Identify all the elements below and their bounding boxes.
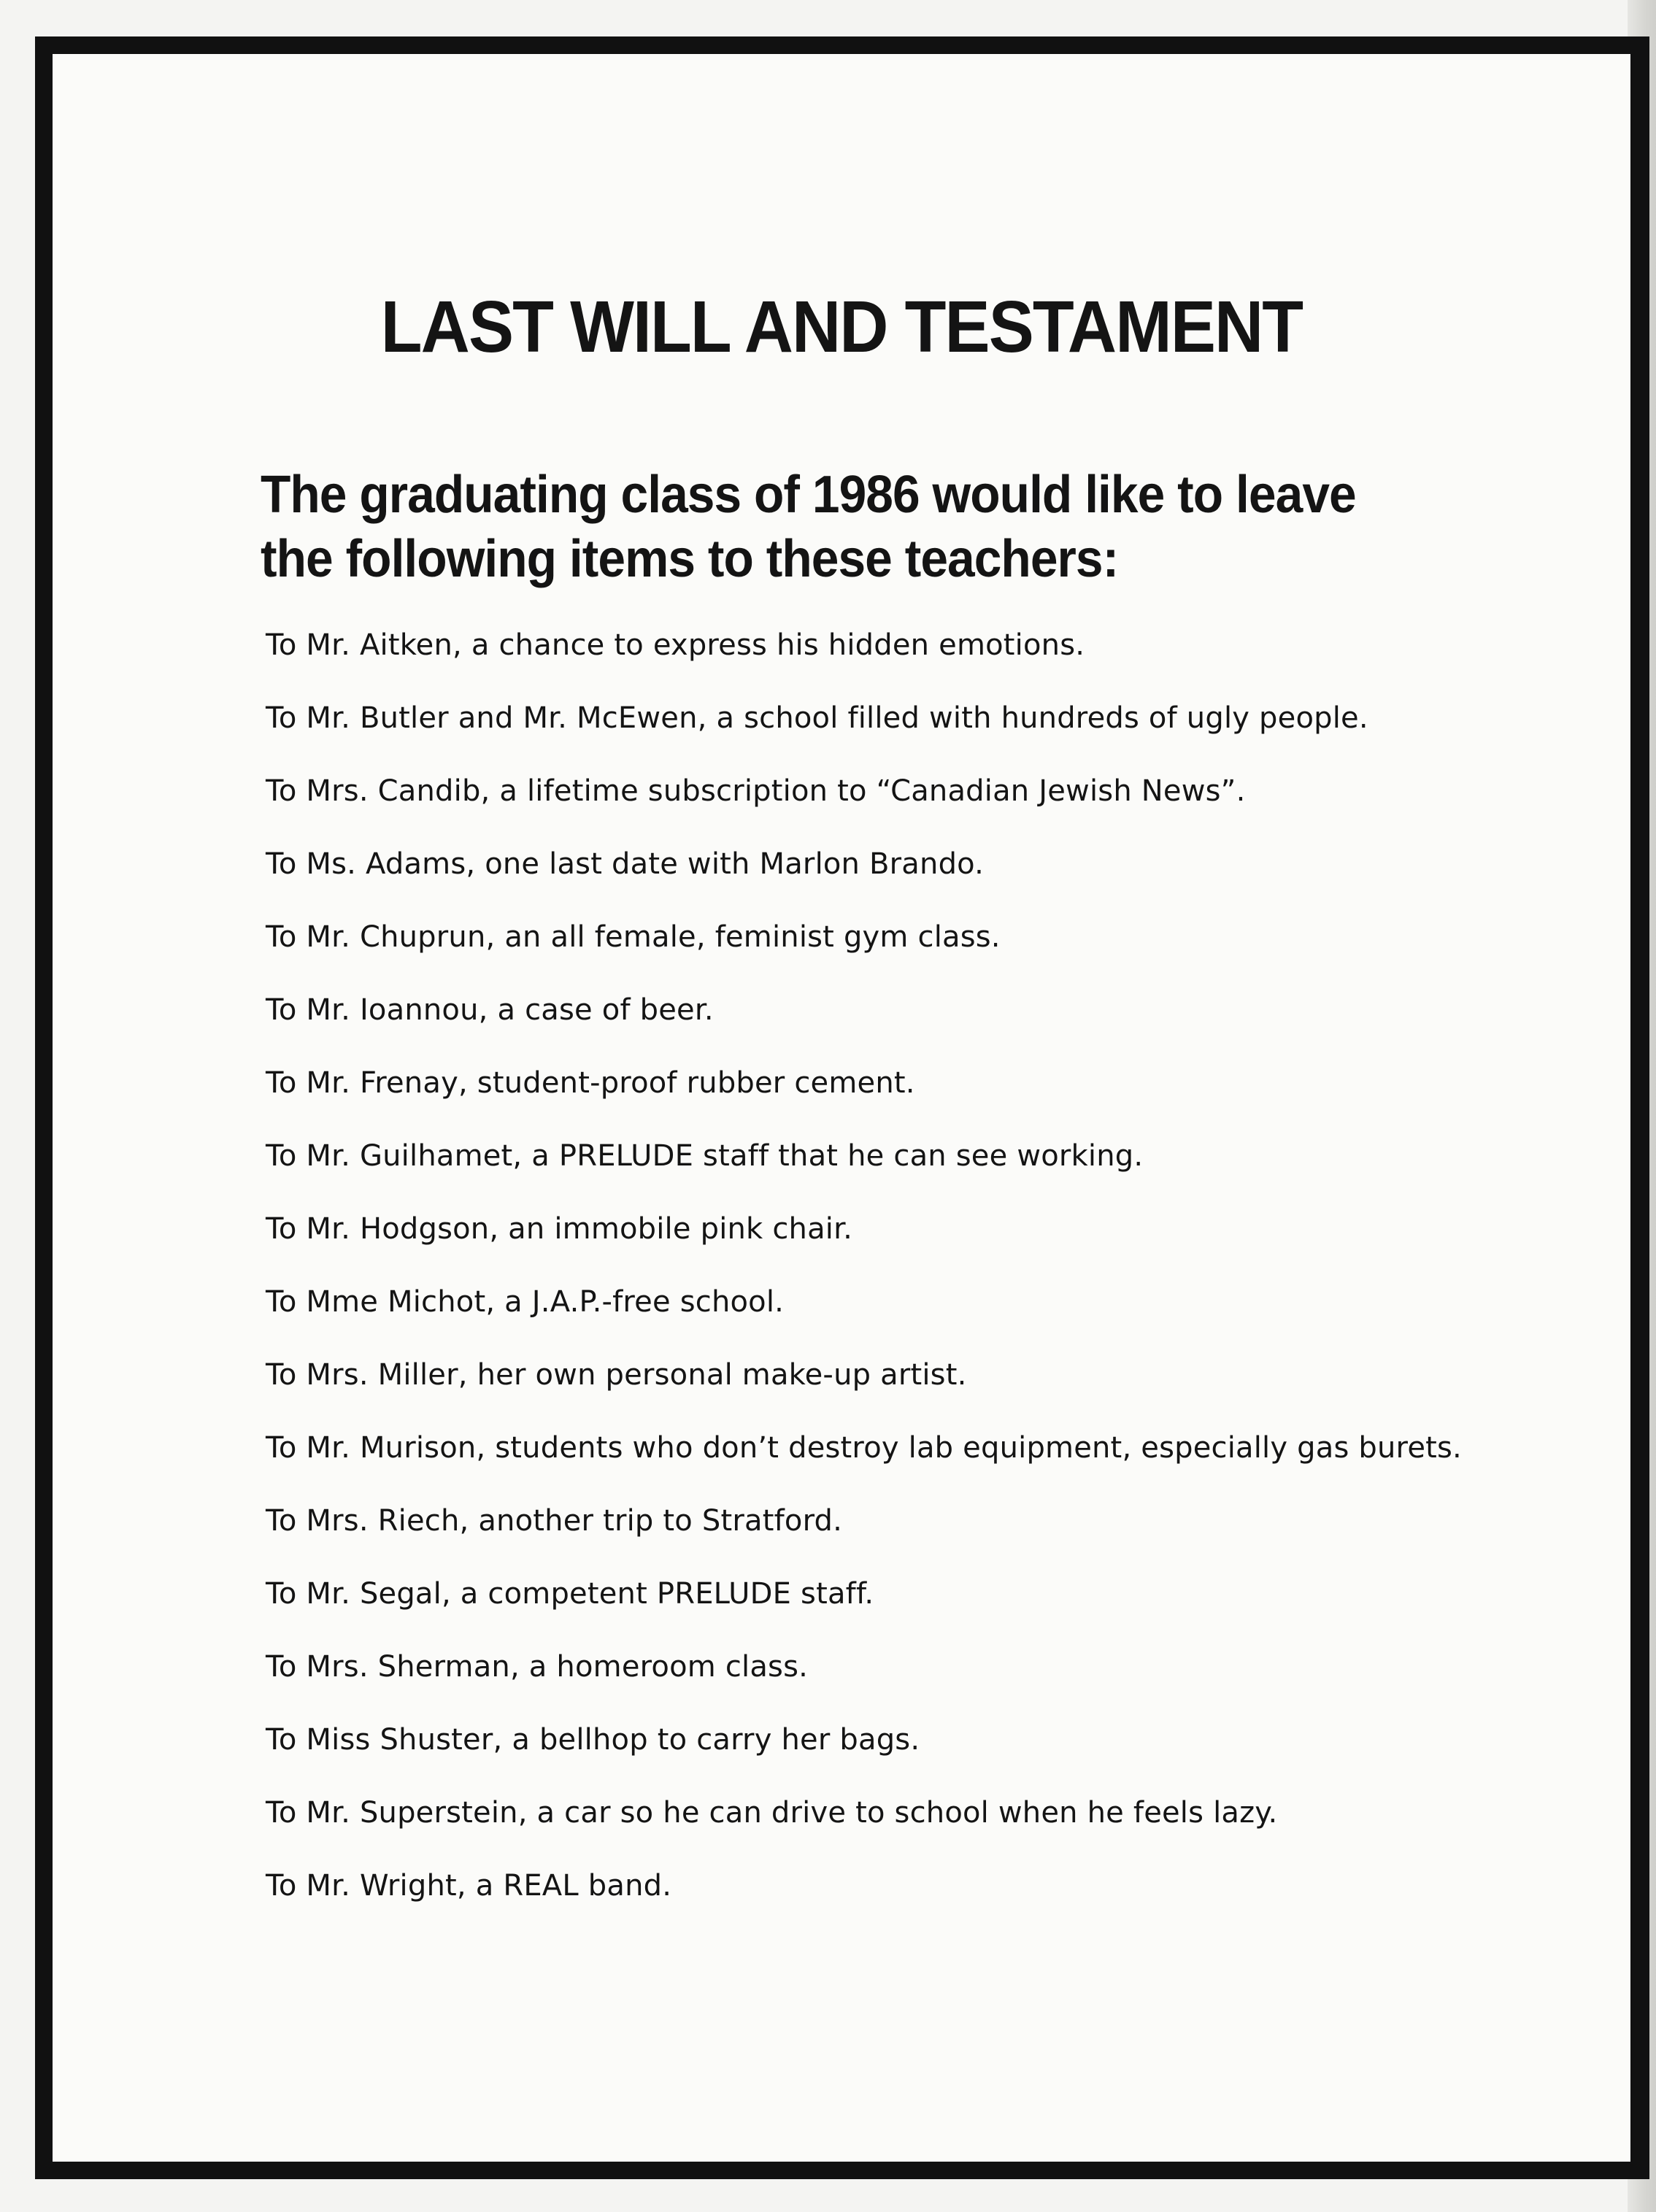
list-item: To Mrs. Candib, a lifetime subscription to “Canadian Jewish News”. xyxy=(266,774,1246,808)
list-item: To Mr. Aitken, a chance to express his hidden emotions. xyxy=(266,628,1085,662)
bequest-list xyxy=(266,609,1579,1922)
list-item: To Mr. Wright, a REAL band. xyxy=(266,1869,672,1903)
list-item: To Mr. Butler and Mr. McEwen, a school filled with hundreds of ugly people. xyxy=(266,701,1368,735)
list-item: To Mr. Murison, students who don’t destroy lab equipment, especially gas burets. xyxy=(266,1431,1462,1465)
page-subtitle: The graduating class of 1986 would like to leave the following items to these teachers: xyxy=(261,466,1356,588)
list-item: To Mr. Chuprun, an all female, feminist gym class. xyxy=(266,920,1001,954)
list-item: To Ms. Adams, one last date with Marlon Brando. xyxy=(266,847,985,881)
list-item: To Mr. Guilhamet, a PRELUDE staff that he can see working. xyxy=(266,1139,1144,1173)
list-item: To Mme Michot, a J.A.P.-free school. xyxy=(266,1285,785,1319)
list-item: To Mr. Ioannou, a case of beer. xyxy=(266,993,714,1027)
page-title: LAST WILL AND TESTAMENT xyxy=(380,286,1303,368)
document-frame xyxy=(35,36,1649,2179)
list-item: To Mr. Frenay, student-proof rubber cement. xyxy=(266,1066,915,1100)
list-item: To Mrs. Miller, her own personal make-up artist. xyxy=(266,1358,967,1392)
list-item: To Mr. Superstein, a car so he can drive to school when he feels lazy. xyxy=(266,1796,1278,1830)
list-item: To Miss Shuster, a bellhop to carry her bags. xyxy=(266,1723,920,1757)
list-item: To Mrs. Sherman, a homeroom class. xyxy=(266,1650,809,1684)
list-item: To Mrs. Riech, another trip to Stratford. xyxy=(266,1504,843,1538)
list-item: To Mr. Segal, a competent PRELUDE staff. xyxy=(266,1577,874,1611)
list-item: To Mr. Hodgson, an immobile pink chair. xyxy=(266,1212,852,1246)
